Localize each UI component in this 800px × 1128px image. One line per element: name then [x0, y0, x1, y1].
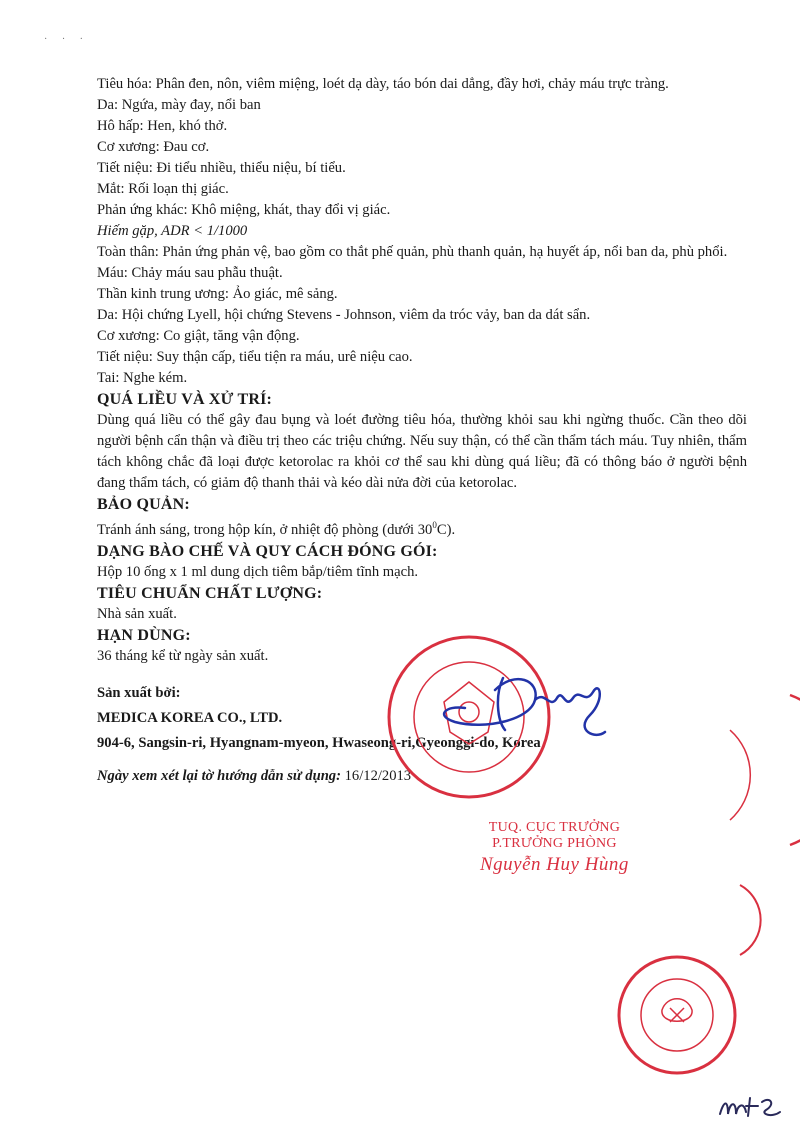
company-seal: [612, 950, 742, 1080]
rare-effect-ear: Tai: Nghe kém.: [97, 370, 188, 386]
side-effect-urinary: Tiết niệu: Đi tiểu nhiều, thiểu niệu, bí tiểu.: [97, 160, 346, 176]
overdose-text: Dùng quá liều có thể gây đau bụng và loét đường tiêu hóa, thường khỏi sau khi ngừng thuốc. Cần theo dõi người bệnh cẩn thận và điều trị theo các triệu chứng. Nếu suy thận, có thể cần thẩm tách máu. Tuy nhiên, thẩm tách không chắc đã loại được ketorolac ra khỏi cơ thể sau khi dùng quá liều; đã có thông báo ở người bệnh đang thẩm tách, có giảm độ thanh thải và kéo dài nửa đời của ketorolac.: [97, 412, 747, 491]
signature: [425, 660, 615, 750]
official-title-line1: TUQ. CỤC TRƯỞNG: [488, 820, 621, 835]
side-effect-skin: Da: Ngứa, mày đay, nổi ban: [97, 97, 261, 113]
rare-effect-blood: Máu: Chảy máu sau phẫu thuật.: [97, 265, 283, 281]
official-signer-name: Nguyễn Huy Hùng: [480, 854, 629, 875]
side-effect-musculoskeletal: Cơ xương: Đau cơ.: [97, 139, 210, 155]
storage-heading: BẢO QUẢN:: [97, 496, 190, 513]
storage-text-end: C).: [436, 521, 456, 538]
overdose-heading: QUÁ LIỀU VÀ XỬ TRÍ:: [97, 391, 273, 408]
rare-heading: Hiếm gặp, ADR < 1/1000: [97, 223, 248, 239]
rare-effect-musculoskeletal: Cơ xương: Co giật, tăng vận động.: [97, 328, 300, 344]
scan-specks: · · ·: [44, 34, 89, 45]
expiry-heading: HẠN DÙNG:: [97, 626, 191, 644]
rare-effect-systemic: Toàn thân: Phản ứng phản vệ, bao gồm co thắt phế quản, phù thanh quản, hạ huyết áp, nổi ban da, phù phổi.: [97, 244, 728, 260]
side-effect-other: Phản ứng khác: Khô miệng, khát, thay đổi vị giác.: [97, 202, 391, 218]
rare-effect-urinary: Tiết niệu: Suy thận cấp, tiểu tiện ra máu, urê niệu cao.: [97, 349, 413, 365]
side-effect-respiratory: Hô hấp: Hen, khó thở.: [97, 118, 228, 134]
manufacturer-address: 904-6, Sangsin-ri, Hyangnam-myeon, Hwaseong-ri,Gyeonggi-do, Korea: [97, 734, 541, 751]
manufacturer-label: Sản xuất bởi:: [97, 684, 181, 701]
rare-effect-skin: Da: Hội chứng Lyell, hội chứng Stevens - Johnson, viêm da tróc vảy, ban da dát sẩn.: [97, 307, 591, 323]
official-signature-block: [480, 820, 629, 876]
review-date-label: Ngày xem xét lại tờ hướng dẫn sử dụng:: [97, 767, 341, 784]
edge-seal-small: [720, 880, 780, 960]
storage-text-main: Tránh ánh sáng, trong hộp kín, ở nhiệt độ phòng (dưới 30: [97, 521, 433, 538]
storage-degree: 0: [432, 520, 437, 530]
manufacturer-name: MEDICA KOREA CO., LTD.: [97, 709, 283, 726]
page-initial-mark: [716, 1092, 786, 1122]
side-effect-digestive: Tiêu hóa: Phân đen, nôn, viêm miệng, loét dạ dày, táo bón dai dẳng, đầy hơi, chảy máu trực tràng.: [97, 76, 669, 92]
side-effect-eye: Mắt: Rối loạn thị giác.: [97, 181, 229, 197]
storage-text: [97, 515, 747, 541]
packaging-heading: DẠNG BÀO CHẾ VÀ QUY CÁCH ĐÓNG GÓI:: [97, 542, 438, 560]
quality-text: Nhà sản xuất.: [97, 605, 177, 622]
expiry-text: 36 tháng kể từ ngày sản xuất.: [97, 647, 269, 664]
edge-seal: [690, 690, 800, 850]
official-title-line2: P.TRƯỞNG PHÒNG: [492, 836, 617, 851]
rare-effect-cns: Thần kinh trung ương: Ảo giác, mê sảng.: [97, 286, 338, 302]
quality-heading: TIÊU CHUẨN CHẤT LƯỢNG:: [97, 584, 323, 602]
packaging-text: Hộp 10 ống x 1 ml dung dịch tiêm bắp/tiêm tĩnh mạch.: [97, 563, 419, 580]
review-date-value: 16/12/2013: [344, 767, 412, 784]
